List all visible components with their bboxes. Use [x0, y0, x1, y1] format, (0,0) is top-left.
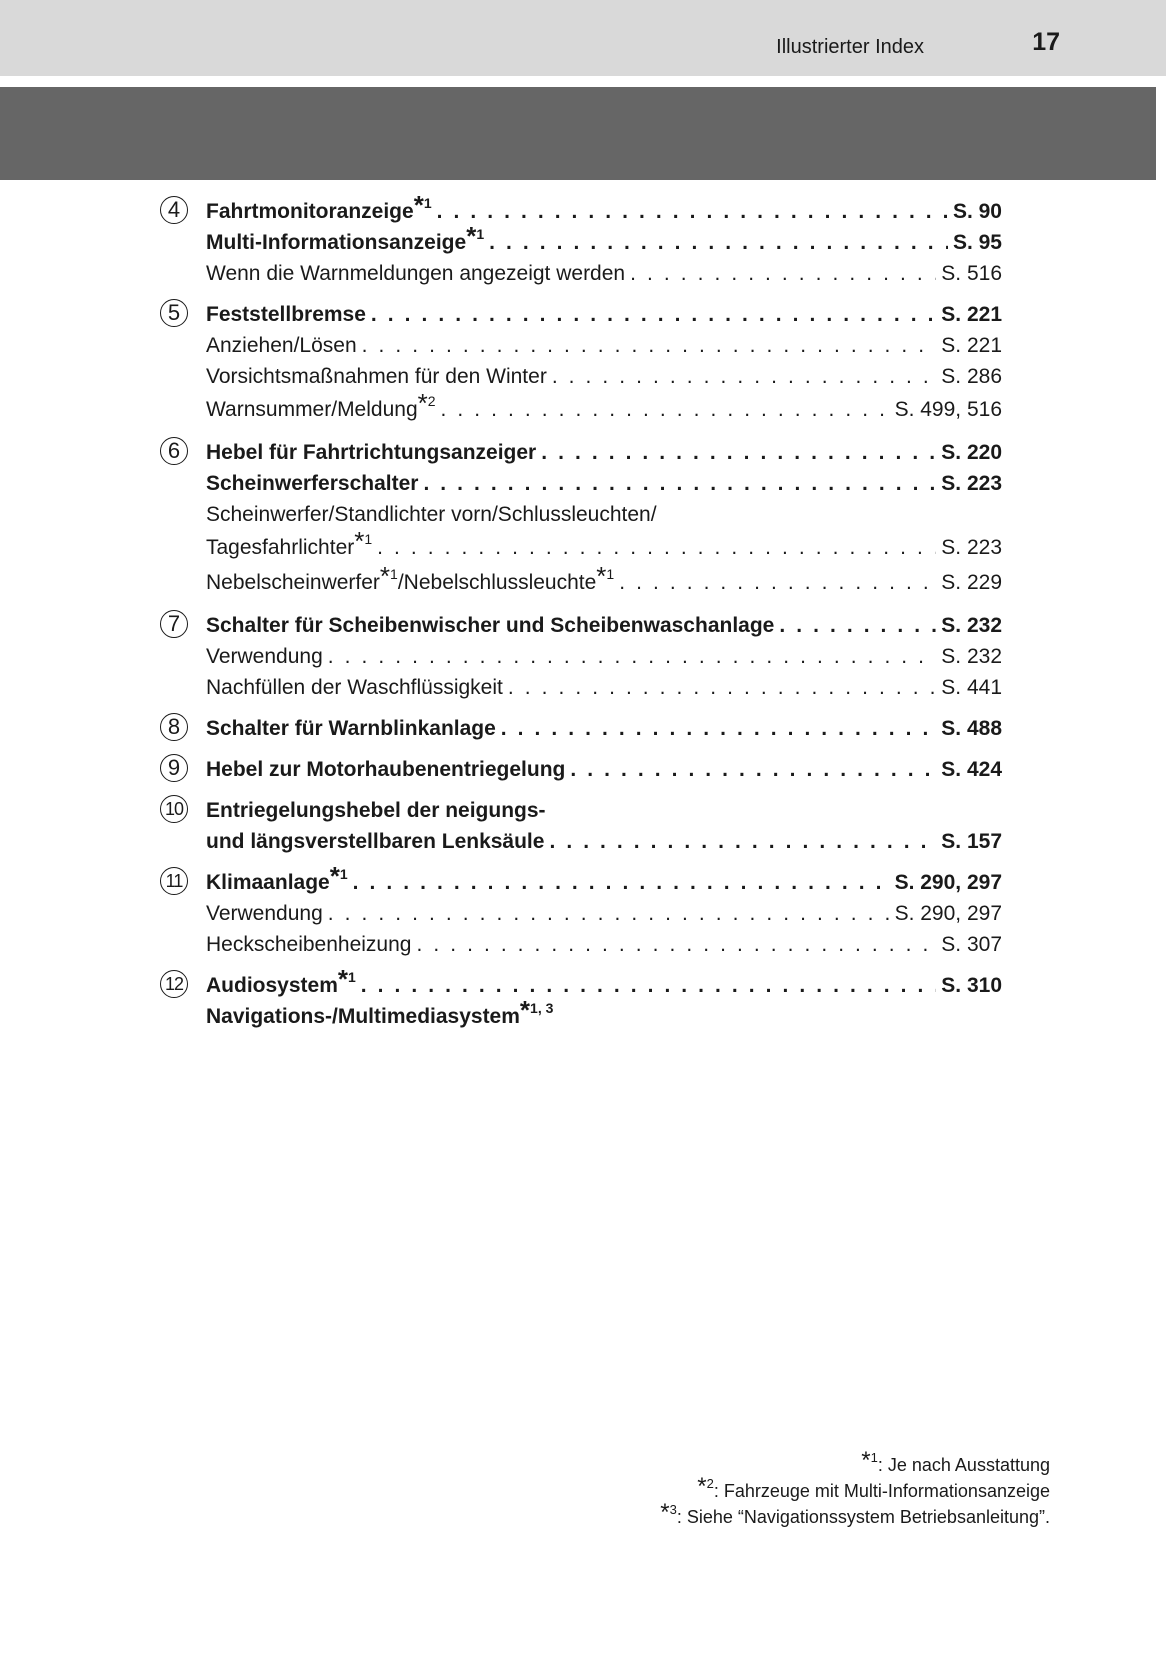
header-title: Illustrierter Index	[776, 36, 924, 58]
index-entry[interactable]	[206, 795, 1002, 826]
footnote-number: 1	[390, 566, 398, 582]
dot-leader	[423, 468, 936, 499]
footnote-number: 1	[364, 531, 373, 547]
footnote-number: 1	[348, 969, 356, 985]
footnote-reference	[697, 1473, 714, 1500]
entry-text: Schalter für Scheibenwischer und Scheibenwaschanlage	[206, 614, 775, 637]
section-entries	[206, 795, 1002, 857]
page-reference[interactable]: S. 310	[941, 974, 1002, 997]
asterisk-icon: *	[519, 995, 531, 1025]
footnote-reference	[413, 190, 432, 220]
footnote-reference	[861, 1447, 878, 1474]
entry-text: Verwendung	[206, 902, 323, 925]
entry-text-continued: /Nebelschlussleuchte	[397, 571, 597, 594]
entry-label	[206, 713, 496, 744]
section-number-badge: 9	[160, 754, 188, 782]
entry-label	[206, 526, 373, 565]
asterisk-icon: *	[379, 561, 391, 591]
index-section	[160, 610, 1002, 703]
dot-leader	[619, 565, 936, 600]
entry-text: Hebel für Fahrtrichtungsanzeiger	[206, 441, 537, 464]
dot-leader	[361, 970, 936, 1001]
entry-text: Warnsummer/Meldung	[206, 398, 418, 421]
footnote-number: 3	[669, 1502, 677, 1517]
dot-leader	[371, 299, 936, 330]
index-entry[interactable]	[206, 995, 1002, 1032]
entry-text: Scheinwerfer/Standlichter vorn/Schlussleuchten/	[206, 503, 657, 526]
entry-label	[206, 361, 547, 392]
entry-label	[206, 898, 323, 929]
entry-label	[206, 468, 418, 499]
page-reference[interactable]: S. 441	[941, 676, 1002, 699]
index-section	[160, 795, 1002, 857]
entry-text: Fahrtmonitoranzeige	[206, 200, 414, 223]
footnote-text: : Siehe “Navigationssystem Betriebsanleitung”.	[676, 1507, 1050, 1527]
page-reference[interactable]: S. 220	[941, 441, 1002, 464]
footnote-line	[660, 1473, 1050, 1504]
entry-text: Klimaanlage	[206, 871, 330, 894]
footnote-reference	[337, 964, 356, 994]
page-reference[interactable]: S. 232	[941, 614, 1002, 637]
dot-leader	[489, 227, 948, 258]
page-reference[interactable]: S. 223	[941, 536, 1002, 559]
dot-leader	[630, 258, 936, 289]
index-entry[interactable]	[206, 526, 1002, 565]
page-reference[interactable]: S. 286	[941, 365, 1002, 388]
dot-leader	[328, 898, 890, 929]
footnote-number: 2	[706, 1476, 714, 1491]
dot-leader	[362, 330, 937, 361]
entry-label	[206, 258, 625, 289]
footnote-reference	[466, 221, 485, 251]
footnote-reference	[354, 526, 373, 556]
footnote-reference	[660, 1499, 677, 1526]
entry-text: Anziehen/Lösen	[206, 334, 357, 357]
index-entry[interactable]	[206, 898, 1002, 929]
footnote-number: 1	[423, 195, 432, 211]
section-number-badge: 12	[160, 970, 188, 998]
index-section	[160, 964, 1002, 1032]
entry-label	[206, 995, 554, 1032]
index-entry[interactable]	[206, 437, 1002, 468]
page-reference[interactable]: S. 307	[941, 933, 1002, 956]
index-entry[interactable]	[206, 754, 1002, 785]
section-entries	[206, 964, 1002, 1032]
header-band	[0, 87, 1166, 180]
asterisk-icon: *	[417, 388, 428, 418]
page-reference[interactable]: S. 223	[941, 472, 1002, 495]
footnote-text: : Je nach Ausstattung	[877, 1455, 1050, 1475]
index-entry[interactable]	[206, 964, 1002, 1001]
entry-label	[206, 826, 544, 857]
dot-leader	[328, 641, 937, 672]
page-reference[interactable]: S. 221	[941, 303, 1002, 326]
entry-text: Nachfüllen der Waschflüssigkeit	[206, 676, 503, 699]
dot-leader	[416, 929, 936, 960]
page-reference[interactable]: S. 290, 297	[894, 871, 1002, 894]
entry-label	[206, 330, 357, 361]
index-section	[160, 299, 1002, 427]
entry-label	[206, 641, 323, 672]
section-entries	[206, 190, 1002, 289]
index-entry[interactable]	[206, 190, 1002, 227]
section-entries	[206, 713, 1002, 744]
page-reference[interactable]: S. 90	[952, 200, 1002, 223]
index-list	[160, 190, 1002, 1042]
dot-leader	[552, 361, 936, 392]
index-section	[160, 754, 1002, 785]
index-entry[interactable]	[206, 330, 1002, 361]
section-number-badge: 4	[160, 196, 188, 224]
asterisk-icon: *	[466, 221, 477, 251]
entry-label	[206, 929, 411, 960]
index-entry[interactable]	[206, 561, 1002, 600]
page-reference[interactable]: S. 424	[941, 758, 1002, 781]
index-entry[interactable]	[206, 361, 1002, 392]
entry-text: Heckscheibenheizung	[206, 933, 412, 956]
asterisk-icon: *	[329, 861, 340, 891]
section-entries	[206, 610, 1002, 703]
entry-text: Wenn die Warnmeldungen angezeigt werden	[206, 262, 626, 285]
asterisk-icon: *	[861, 1447, 871, 1474]
page-reference[interactable]: S. 499, 516	[894, 398, 1002, 421]
page-reference[interactable]: S. 516	[941, 262, 1002, 285]
section-entries	[206, 299, 1002, 427]
entry-label	[206, 388, 436, 427]
band-edge	[1156, 76, 1166, 180]
footnote-reference	[519, 995, 554, 1025]
footnote-number: 2	[427, 393, 436, 409]
entry-label	[206, 964, 356, 1001]
index-entry[interactable]	[206, 499, 1002, 530]
entry-label	[206, 861, 348, 898]
index-entry[interactable]	[206, 299, 1002, 330]
footnote-text: : Fahrzeuge mit Multi-Informationsanzeige	[713, 1481, 1050, 1501]
dot-leader	[779, 610, 936, 641]
section-number-badge: 11	[160, 867, 188, 895]
footnote-reference	[329, 861, 348, 891]
index-entry[interactable]	[206, 929, 1002, 960]
index-entry[interactable]	[206, 826, 1002, 857]
entry-text: und längsverstellbaren Lenksäule	[206, 830, 545, 853]
footnote-number: 1	[870, 1450, 878, 1465]
entry-text: Tagesfahrlichter	[206, 536, 355, 559]
asterisk-icon: *	[596, 561, 607, 591]
dot-leader	[570, 754, 936, 785]
footnote-reference	[379, 561, 398, 591]
footnotes	[660, 1447, 1050, 1530]
index-entry[interactable]	[206, 861, 1002, 898]
index-entry[interactable]	[206, 258, 1002, 289]
page-reference[interactable]: S. 290, 297	[894, 902, 1002, 925]
entry-text: Scheinwerferschalter	[206, 472, 419, 495]
page-reference[interactable]: S. 232	[941, 645, 1002, 668]
entry-label	[206, 754, 565, 785]
footnote-number: 1	[606, 566, 615, 582]
section-number-badge: 6	[160, 437, 188, 465]
entry-text: Schalter für Warnblinkanlage	[206, 717, 496, 740]
dot-leader	[549, 826, 936, 857]
entry-text: Multi-Informationsanzeige	[206, 231, 467, 254]
page-number: 17	[1032, 28, 1060, 56]
footnote-reference	[417, 388, 436, 418]
index-entry[interactable]	[206, 221, 1002, 258]
footnote-number: 1, 3	[530, 1000, 554, 1016]
entry-label	[206, 499, 657, 530]
dot-leader	[441, 392, 890, 427]
entry-label	[206, 672, 503, 703]
entry-label	[206, 221, 485, 258]
section-number-badge: 7	[160, 610, 188, 638]
page-header	[0, 0, 1166, 76]
dot-leader	[377, 530, 936, 565]
page-reference[interactable]: S. 221	[941, 334, 1002, 357]
asterisk-icon: *	[413, 190, 424, 220]
entry-text: Audiosystem	[206, 974, 338, 997]
index-entry[interactable]	[206, 388, 1002, 427]
asterisk-icon: *	[660, 1499, 670, 1526]
dot-leader	[508, 672, 936, 703]
index-entry[interactable]	[206, 610, 1002, 641]
asterisk-icon: *	[354, 526, 365, 556]
index-section	[160, 861, 1002, 960]
entry-text: Hebel zur Motorhaubenentriegelung	[206, 758, 566, 781]
page-reference[interactable]: S. 157	[941, 830, 1002, 853]
index-section	[160, 437, 1002, 600]
index-entry[interactable]	[206, 713, 1002, 744]
entry-text: Feststellbremse	[206, 303, 366, 326]
dot-leader	[501, 713, 936, 744]
index-section	[160, 713, 1002, 744]
entry-label	[206, 437, 536, 468]
asterisk-icon: *	[697, 1473, 707, 1500]
dot-leader	[437, 196, 948, 227]
section-entries	[206, 754, 1002, 785]
index-entry[interactable]	[206, 641, 1002, 672]
index-entry[interactable]	[206, 468, 1002, 499]
entry-label	[206, 190, 432, 227]
footnote-number: 1	[339, 866, 348, 882]
page-reference[interactable]: S. 95	[952, 231, 1002, 254]
footnote-number: 1	[476, 226, 485, 242]
section-entries	[206, 437, 1002, 600]
dot-leader	[541, 437, 936, 468]
entry-label	[206, 610, 774, 641]
entry-text: Vorsichtsmaßnahmen für den Winter	[206, 365, 547, 388]
section-number-badge: 5	[160, 299, 188, 327]
entry-label	[206, 299, 366, 330]
index-section	[160, 190, 1002, 289]
entry-text: Navigations-/Multimediasystem	[206, 1005, 520, 1028]
asterisk-icon: *	[337, 964, 348, 994]
entry-text: Entriegelungshebel der neigungs-	[206, 799, 546, 822]
section-number-badge: 10	[160, 795, 188, 823]
footnote-line	[660, 1447, 1050, 1478]
entry-label	[206, 795, 546, 826]
section-number-badge: 8	[160, 713, 188, 741]
footnote-reference	[596, 561, 615, 591]
page-reference[interactable]: S. 488	[941, 717, 1002, 740]
section-entries	[206, 861, 1002, 960]
index-entry[interactable]	[206, 672, 1002, 703]
entry-text: Nebelscheinwerfer	[206, 571, 380, 594]
entry-label	[206, 561, 615, 600]
footnote-line	[660, 1499, 1050, 1530]
page-reference[interactable]: S. 229	[941, 571, 1002, 594]
dot-leader	[353, 867, 890, 898]
entry-text: Verwendung	[206, 645, 323, 668]
